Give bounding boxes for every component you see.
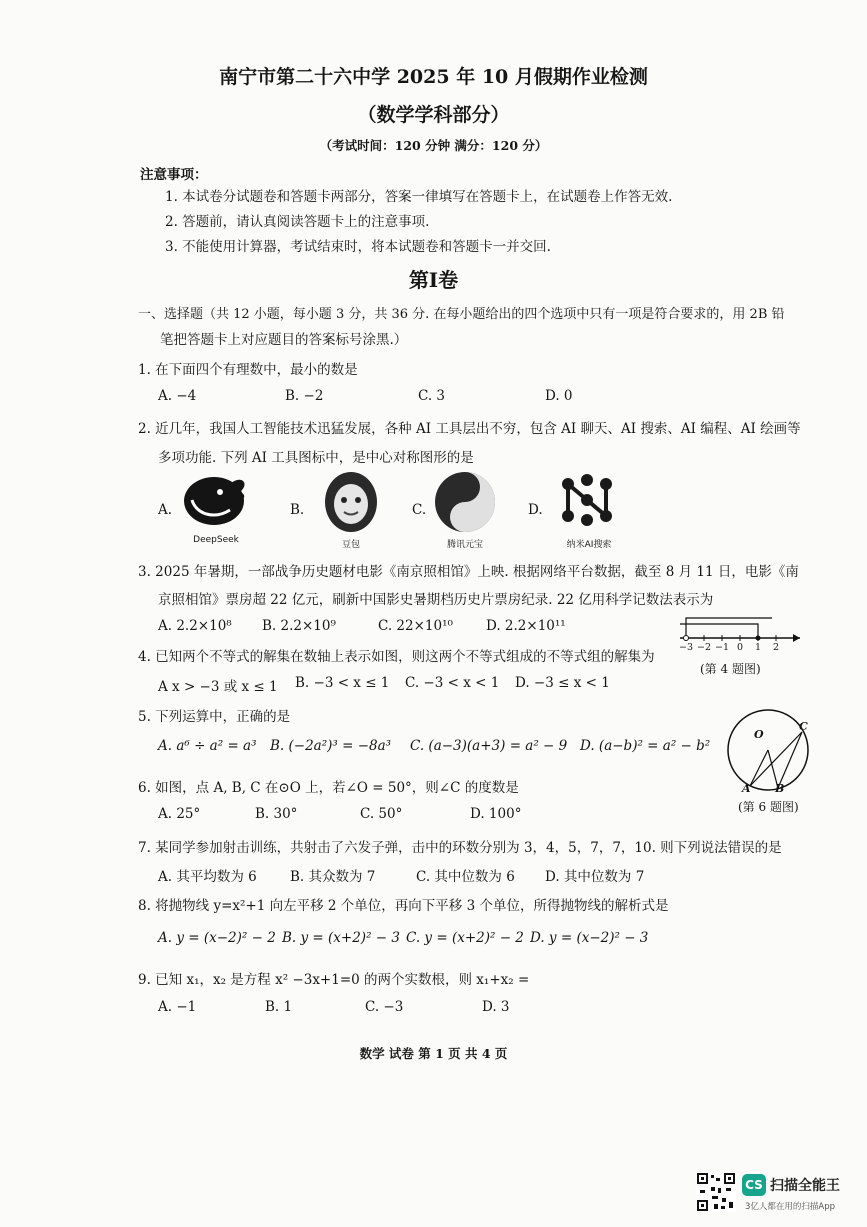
q7-stem: 7. 某同学参加射击训练，共射击了六发子弹，击中的环数分别为 3，4，5，7，7，10. 则下列说法错误的是 xyxy=(138,840,782,856)
q5-option-b: B. (−2a²)³ = −8a³ xyxy=(270,738,392,754)
label-b: B xyxy=(775,782,785,795)
nami-network-icon xyxy=(558,472,616,530)
part1-instructions-line2: 笔把答题卡上对应题目的答案标号涂黑.） xyxy=(160,332,408,348)
page-footer: 数学 试卷 第 1 页 共 4 页 xyxy=(359,1046,508,1061)
q9-option-d: D. 3 xyxy=(482,999,510,1015)
q3-option-a: A. 2.2×10⁸ xyxy=(158,618,232,634)
label-a: A xyxy=(742,782,751,795)
q6-option-d: D. 100° xyxy=(470,806,522,822)
q8-option-d: D. y = (x−2)² − 3 xyxy=(530,930,649,946)
q6-stem: 6. 如图，点 A, B, C 在⊙O 上，若∠O = 50°，则∠C 的度数是 xyxy=(138,780,519,796)
q2-stem-line2: 多项功能. 下列 AI 工具图标中，是中心对称图形的是 xyxy=(158,450,474,466)
q2-caption-d: 纳米AI搜索 xyxy=(566,540,612,550)
section-title: 第Ⅰ卷 xyxy=(408,268,459,292)
q3-option-d: D. 2.2×10¹¹ xyxy=(486,618,566,634)
q4-option-c: C. −3 < x < 1 xyxy=(405,675,500,691)
circle-figure xyxy=(720,702,820,802)
q7-option-b: B. 其众数为 7 xyxy=(290,869,376,885)
q9-stem: 9. 已知 x₁，x₂ 是方程 x² −3x+1=0 的两个实数根，则 x₁+x₂ = xyxy=(138,972,530,988)
yuanbao-swirl-icon xyxy=(433,470,497,534)
q6-option-b: B. 30° xyxy=(255,806,298,822)
q2-option-c: C. xyxy=(412,502,427,518)
number-line-tick--1: −1 xyxy=(715,642,730,653)
number-line-tick-1: 1 xyxy=(755,642,762,653)
q4-option-a: A x > −3 或 x ≤ 1 xyxy=(158,679,278,695)
notice-heading: 注意事项： xyxy=(140,167,208,183)
q8-option-a: A. y = (x−2)² − 2 xyxy=(158,930,276,946)
notice-item-1: 1. 本试卷分试题卷和答题卡两部分，答案一律填写在答题卡上，在试题卷上作答无效. xyxy=(165,189,673,205)
number-line-tick--2: −2 xyxy=(697,642,712,653)
q5-option-a: A. a⁶ ÷ a² = a³ xyxy=(158,738,257,754)
qr-code-icon xyxy=(696,1172,736,1212)
notice-item-3: 3. 不能使用计算器，考试结束时，将本试题卷和答题卡一并交回. xyxy=(165,239,551,255)
label-c: C xyxy=(799,720,808,733)
q4-figure-caption: (第 4 题图) xyxy=(700,662,761,676)
q2-option-b: B. xyxy=(290,502,305,518)
q5-option-c: C. (a−3)(a+3) = a² − 9 xyxy=(410,738,568,754)
q8-stem: 8. 将抛物线 y=x²+1 向左平移 2 个单位，再向下平移 3 个单位，所得抛物线的解析式是 xyxy=(138,898,669,914)
q2-option-a: A. xyxy=(158,502,173,518)
q5-option-d: D. (a−b)² = a² − b² xyxy=(580,738,711,754)
q7-option-c: C. 其中位数为 6 xyxy=(416,869,515,885)
q6-option-a: A. 25° xyxy=(158,806,201,822)
q2-caption-c: 腾讯元宝 xyxy=(446,540,483,550)
q2-caption-b: 豆包 xyxy=(341,540,360,550)
q8-option-c: C. y = (x+2)² − 2 xyxy=(406,930,524,946)
q1-option-c: C. 3 xyxy=(418,388,446,404)
notice-item-2: 2. 答题前，请认真阅读答题卡上的注意事项. xyxy=(165,214,430,230)
page-subtitle: （数学学科部分） xyxy=(357,104,510,126)
q9-option-a: A. −1 xyxy=(158,999,197,1015)
q2-caption-a: DeepSeek xyxy=(193,535,239,545)
q3-stem-line1: 3. 2025 年暑期，一部战争历史题材电影《南京照相馆》上映. 根据网络平台数据，截至 8 月 11 日，电影《南 xyxy=(138,564,799,580)
q3-stem-line2: 京照相馆》票房超 22 亿元，刷新中国影史暑期档历史片票房纪录. 22 亿用科学记数法表示为 xyxy=(158,592,714,608)
q1-option-b: B. −2 xyxy=(285,388,324,404)
q1-stem: 1. 在下面四个有理数中，最小的数是 xyxy=(138,362,358,378)
q4-option-b: B. −3 < x ≤ 1 xyxy=(295,675,390,691)
number-line-tick-2: 2 xyxy=(773,642,780,653)
part1-instructions-line1: 一、选择题（共 12 小题，每小题 3 分，共 36 分. 在每小题给出的四个选项中只有一项是符合要求的，用 2B 铅 xyxy=(138,307,785,322)
q9-option-b: B. 1 xyxy=(265,999,293,1015)
q4-stem: 4. 已知两个不等式的解集在数轴上表示如图，则这两个不等式组成的不等式组的解集为 xyxy=(138,649,655,665)
camscanner-logo-icon: CS xyxy=(742,1174,766,1196)
q2-stem-line1: 2. 近几年，我国人工智能技术迅猛发展，各种 AI 工具层出不穷，包含 AI 聊天、AI 搜索、AI 编程、AI 绘画等 xyxy=(138,421,801,437)
number-line-tick-0: 0 xyxy=(737,642,744,653)
exam-info: （考试时间：120 分钟 满分：120 分） xyxy=(319,138,548,153)
q7-option-d: D. 其中位数为 7 xyxy=(545,869,645,885)
q5-stem: 5. 下列运算中，正确的是 xyxy=(138,709,291,725)
q6-option-c: C. 50° xyxy=(360,806,403,822)
q2-option-d: D. xyxy=(528,502,543,518)
page-title: 南宁市第二十六中学 2025 年 10 月假期作业检测 xyxy=(219,66,648,88)
label-o: O xyxy=(754,728,764,741)
doubao-face-icon xyxy=(322,466,380,534)
q4-option-d: D. −3 ≤ x < 1 xyxy=(515,675,610,691)
deepseek-whale-icon xyxy=(180,470,252,532)
q9-option-c: C. −3 xyxy=(365,999,404,1015)
watermark-tagline: 3亿人都在用的扫描App xyxy=(745,1202,836,1212)
number-line-tick--3: −3 xyxy=(679,642,694,653)
q3-option-c: C. 22×10¹⁰ xyxy=(378,618,453,634)
q3-option-b: B. 2.2×10⁹ xyxy=(262,618,336,634)
q7-option-a: A. 其平均数为 6 xyxy=(158,869,257,885)
watermark-brand: 扫描全能王 xyxy=(770,1178,840,1194)
q1-option-a: A. −4 xyxy=(158,388,197,404)
q8-option-b: B. y = (x+2)² − 3 xyxy=(282,930,400,946)
q6-figure-caption: (第 6 题图) xyxy=(738,800,799,814)
q1-option-d: D. 0 xyxy=(545,388,573,404)
